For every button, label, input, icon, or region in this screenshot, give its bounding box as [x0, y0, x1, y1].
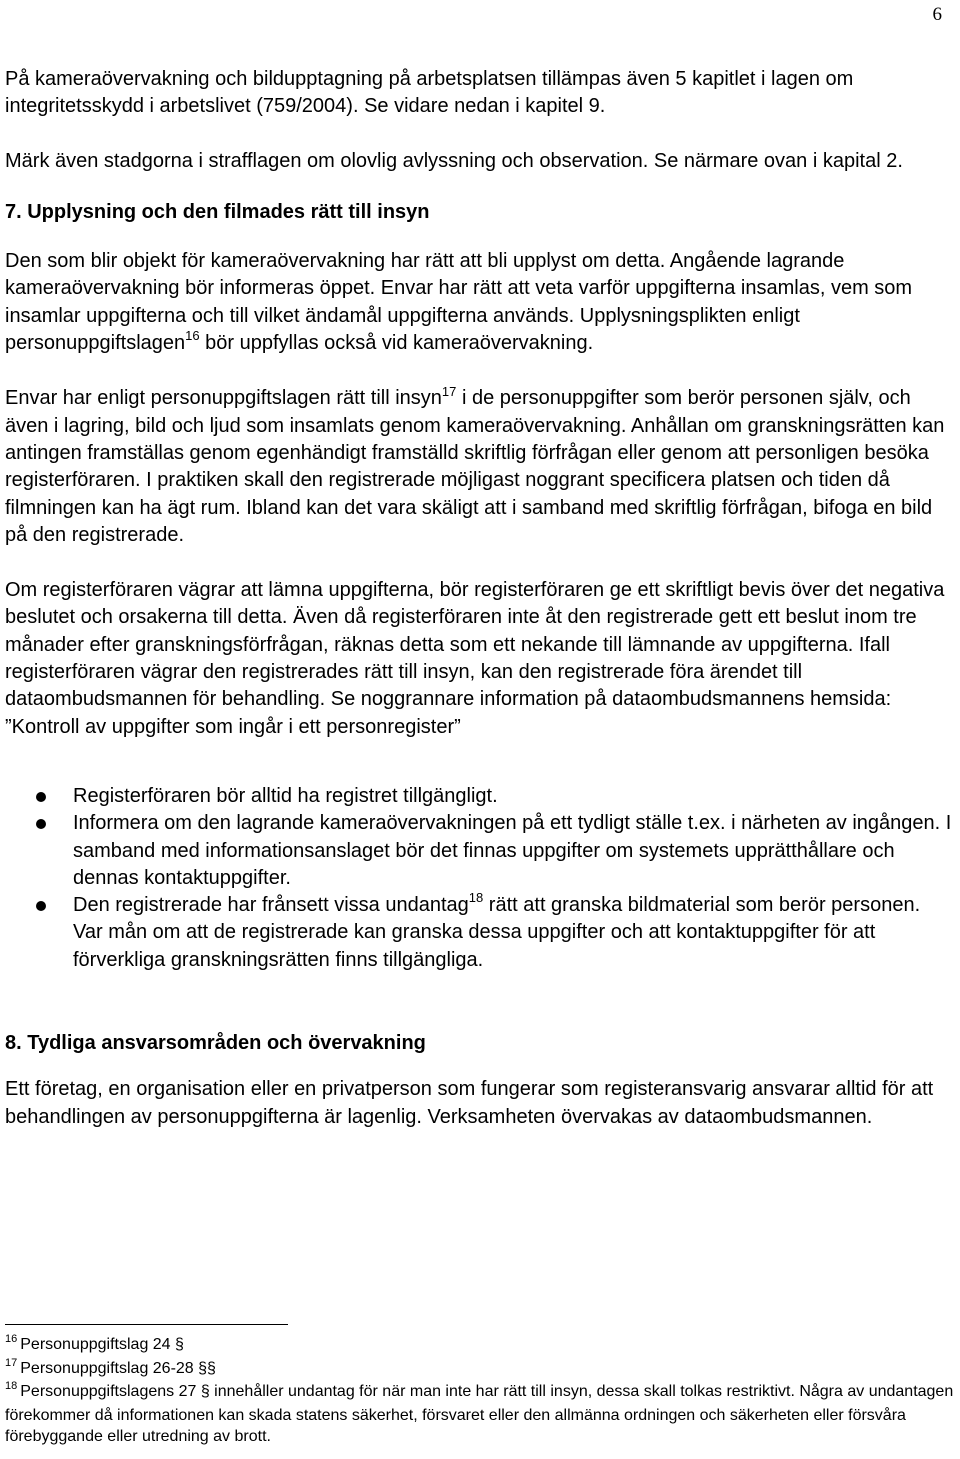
footnote-ref-18: 18 — [468, 890, 484, 906]
footnote-17: $^{17}$ Personuppgiftslag 26-28 §§ — [5, 1356, 216, 1377]
footnotes — [5, 1324, 955, 1448]
list-item: Registerföraren bör alltid ha registret tillgängligt. — [5, 783, 953, 810]
section-7-paragraph-3: Om registerföraren vägrar att lämna uppgifterna, bör registerföraren ge ett skriftligt bevis över det negativa beslutet och orsakerna till detta. Även då registerföraren inte åt den registrerade gett ett beslut inom tre månader efter granskningsförfrågan, räknas detta som ett nekande till lämnande av uppgifterna. Ifall registerföraren vägrar den registrerades rätt till insyn, kan den registrerade föra ärendet till dataombudsmannen för behandling. Se noggrannare information på dataombudsmannens hemsida: ”Kontroll av uppgifter som ingår i ett personregister” — [5, 579, 945, 738]
list-item: Informera om den lagrande kameraövervakningen på ett tydligt ställe t.ex. i närheten av ingången. I samband med informationsanslaget bör det finnas uppgifter om systemets upprätthållare och dennas kontaktuppgifter. — [5, 810, 953, 892]
section-8-paragraph-1: Ett företag, en organisation eller en privatperson som fungerar som registeransvarig ansvarar alltid för att behandlingen av personuppgifterna är lagenlig. Verksamheten övervakas av dataombudsmannen. — [5, 1078, 934, 1128]
footnote-ref-17: 17 — [441, 383, 457, 399]
section-7-heading: 7. Upplysning och den filmades rätt till insyn — [5, 200, 430, 223]
bullet-list — [5, 783, 953, 974]
section-7-paragraph-1: Den som blir objekt för kameraövervakning har rätt att bli upplyst om detta. Angående lagrande kameraövervakning bör informeras öppet. Envar har rätt att veta varför uppgifterna insamlas, vem som insamlar uppgifterna och till vilket ändamål uppgifterna används. Upplysningsplikten enligt personuppgiftslagen$^{16}$ bör uppfyllas också vid kameraövervakning. — [5, 250, 913, 355]
page-number: 6 — [932, 4, 942, 25]
list-item: Den registrerade har frånsett vissa undantag$^{18}$ rätt att granska bildmaterial som berör personen. Var mån om att de registrerade kan granska dessa uppgifter och att kontaktuppgifter för att förverkliga granskningsrätten finns tillgängliga. — [5, 892, 953, 974]
bullet-icon — [36, 901, 46, 911]
footnote-divider — [5, 1324, 288, 1325]
section-8-heading: 8. Tydliga ansvarsområden och övervakning — [5, 1032, 426, 1055]
bullet-icon — [36, 792, 46, 802]
footnote-ref-16: 16 — [185, 328, 200, 344]
bullet-icon — [36, 819, 46, 829]
section-7-paragraph-2: Envar har enligt personuppgiftslagen rätt till insyn$^{17}$ i de personuppgifter som berör personen själv, och även i lagring, bild och ljud som insamlats genom kameraövervakning. Anhållan om granskningsrätten kan antingen framställas genom egenhändigt framställd skriftlig förfrågan eller genom att personligen besöka registerföraren. I praktiken skall den registrerade möjligast noggrant specificera platsen och tiden då filmningen kan ha ägt rum. Ibland kan det vara skäligt att i samband med skriftlig förfrågan, bifoga en bild på den registrerade. — [5, 383, 945, 546]
intro-paragraph-2: Märk även stadgorna i strafflagen om olovlig avlyssning och observation. Se närmare ovan i kapital 2. — [5, 149, 903, 172]
footnote-18: $^{18}$ Personuppgiftslagens 27 § innehåller undantag för när man inte har rätt till insyn, dessa skall tolkas restriktivt. Några av undantagen förekommer då informationen kan skada statens säkerhet, försvaret eller den allmänna ordningen och säkerheten eller försvåra förebyggande eller utredning av brott. — [5, 1380, 954, 1445]
document-body — [5, 66, 953, 1131]
footnote-16: $^{16}$ Personuppgiftslag 24 § — [5, 1333, 184, 1353]
intro-paragraph-1: På kameraövervakning och bildupptagning på arbetsplatsen tillämpas även 5 kapitlet i lagen om integritetsskydd i arbetslivet (759/2004). Se vidare nedan i kapitel 9. — [5, 68, 854, 118]
